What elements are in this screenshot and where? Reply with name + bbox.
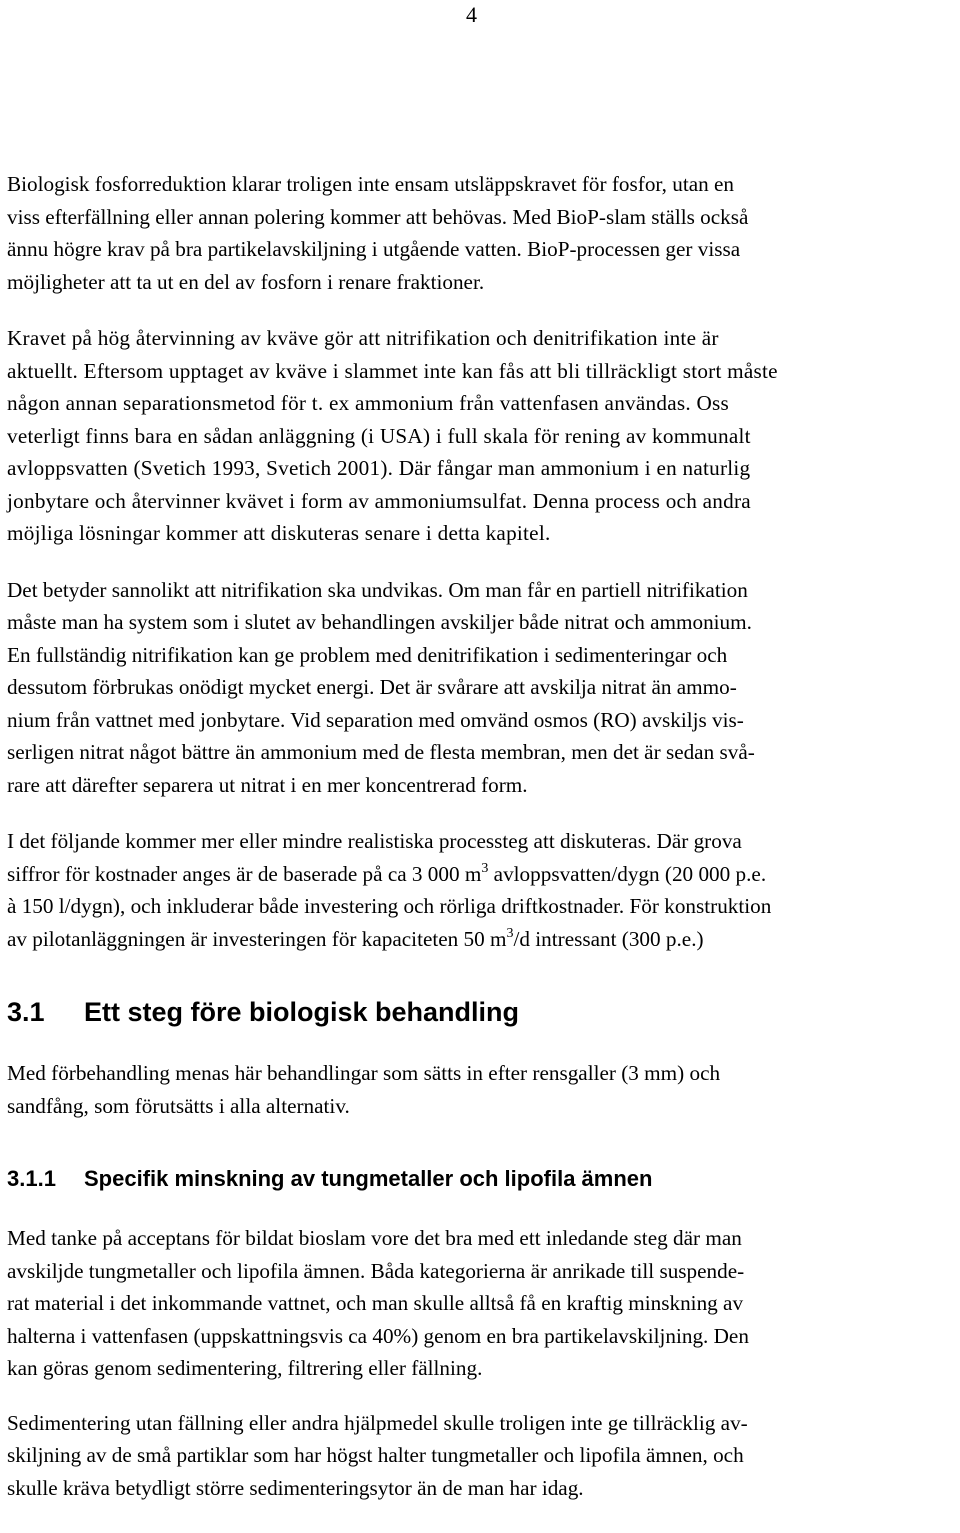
paragraph-forbehandling: Med förbehandling menas här behandlingar som sätts in efter rensgaller (3 mm) och sandfång, som förutsätts i alla alternativ. — [7, 1061, 721, 1118]
section-title: Ett steg före biologisk behandling — [84, 997, 520, 1027]
paragraph-nitrifikation: Det betyder sannolikt att nitrifikation ska undvikas. Om man får en partiell nitrifikation måste man ha system som i slutet av behandlingen avskiljer både nitrat och ammonium. En fullständig nitrifikation kan ge problem med denitrifikation i sedimenteringar och dessutom förbrukas onödigt mycket energi. Det är svårare att avskilja nitrat än ammo- nium från vattnet med jonbytare. Vid separation med omvänd osmos (RO) avskiljs vis- serligen nitrat något bättre än ammonium med de flesta membran, men det är sedan svå- rare att därefter separera ut nitrat i en mer koncentrerad form. — [7, 577, 755, 797]
text-line: avloppsvatten/dygn (20 000 p.e. — [488, 861, 767, 886]
paragraph-sedimentering: Sedimentering utan fällning eller andra hjälpmedel skulle troligen inte ge tillräcklig av- skiljning av de små partiklar som har högst halter tungmetaller och lipofila ämnen, och skulle kräva betydligt större sedimenteringsytor än de man har idag. — [7, 1410, 748, 1500]
text-line: siffror för kostnader anges är de baserade på ca 3 000 m — [7, 861, 482, 886]
text-line: à 150 l/dygn), och inkluderar både investering och rörliga driftkostnader. För konstruktion — [7, 894, 772, 918]
section-heading-3-1 — [7, 995, 955, 1029]
paragraph-processteg — [7, 825, 955, 955]
superscript: 3 — [481, 860, 489, 876]
section-number: 3.1 — [7, 997, 45, 1027]
document-body — [7, 168, 955, 1504]
text-line: /d intressant (300 p.e.) — [513, 926, 704, 951]
section-number: 3.1.1 — [7, 1166, 56, 1191]
superscript: 3 — [506, 925, 514, 941]
text-line: I det följande kommer mer eller mindre realistiska processteg att diskuteras. Där grova — [7, 829, 742, 853]
text-line: av pilotanläggningen är investeringen för kapaciteten 50 m — [7, 926, 507, 951]
paragraph-tungmetaller: Med tanke på acceptans för bildat bioslam vore det bra med ett inledande steg där man avskiljde tungmetaller och lipofila ämnen. Båda kategorierna är anrikade till suspende- rat material i det inkommande vattnet, och man skulle alltså få en kraftig minskning av halterna i vattenfasen (uppskattningsvis ca 40%) genom en bra partikelavskiljning. Den kan göras genom sedimentering, filtrering eller fällning. — [7, 1226, 749, 1380]
paragraph-biop: Biologisk fosforreduktion klarar troligen inte ensam utsläppskravet för fosfor, utan en viss efterfällning eller annan polering kommer att behövas. Med BioP-slam ställs också ännu högre krav på bra partikelavskiljning i utgående vatten. BioP-processen ger vissa möjligheter att ta ut en del av fosforn i renare fraktioner. — [7, 172, 749, 294]
section-heading-3-1-1 — [7, 1164, 955, 1194]
paragraph-kvave-atervinning: Kravet på hög återvinning av kväve gör att nitrifikation och denitrifikation inte är aktuellt. Eftersom upptaget av kväve i slammet inte kan fås att bli tillräckligt stort måste någon annan separationsmetod för t. ex ammonium från vattenfasen användas. Oss veterligt finns bara en sådan anläggning (i USA) i full skala för rening av kommunalt avloppsvatten (Svetich 1993, Svetich 2001). Där fångar man ammonium i en naturlig jonbytare och återvinner kvävet i form av ammoniumsulfat. Denna process och andra möjliga lösningar kommer att diskuteras senare i detta kapitel. — [7, 326, 778, 545]
page-number: 4 — [466, 2, 477, 27]
section-title: Specifik minskning av tungmetaller och lipofila ämnen — [84, 1166, 653, 1191]
